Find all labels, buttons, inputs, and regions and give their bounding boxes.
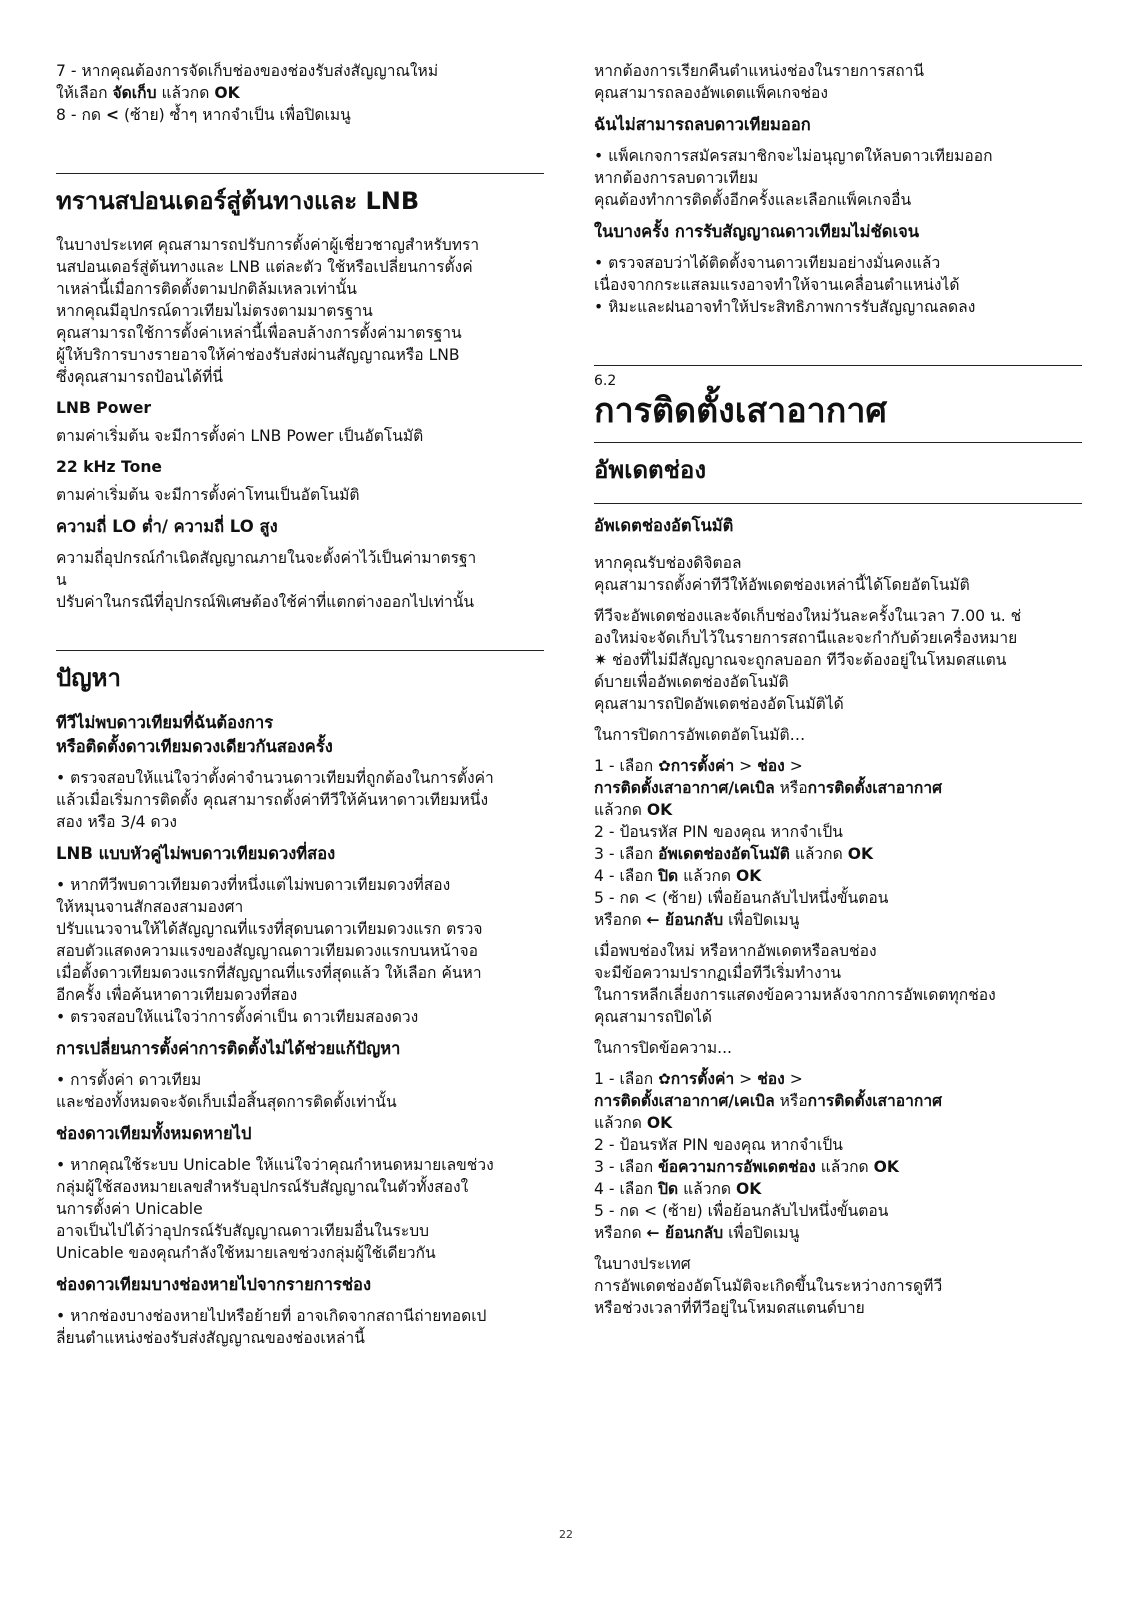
transponder-body: ในบางประเทศ คุณสามารถปรับการตั้งค่าผู้เชี่ยวชาญสำหรับทรา นสปอนเดอร์สู่ต้นทางและ LNB แต่ละตัว ใช้หรือเปลี่ยนการตั้งค่ าเหล่านี้เมื่อการติดตั้งตามปกติล้มเหลวเท่านั้น หากคุณมีอุปกรณ์ดาวเทียมไม่ตรงตามมาตรฐาน คุณสามารถใช้การตั้งค่าเหล่านี้เพื่อลบล้างการตั้งค่ามาตรฐาน ผู้ให้บริการบางรายอาจให้ค่าช่องรับส่งผ่านสัญญาณหรือ LNB ซึ่งคุณสามารถป้อนได้ที่นี่	[56, 236, 480, 386]
lo-title: ความถี่ LO ต่ำ/ ความถี่ LO สูง	[56, 517, 278, 536]
remove-satellite-title: ฉันไม่สามารถลบดาวเทียมออก	[594, 115, 811, 134]
problem-text: • การตั้งค่า ดาวเทียม และช่องทั้งหมดจะจัดเก็บเมื่อสิ้นสุดการติดตั้งเท่านั้น	[56, 1071, 397, 1111]
problem-title: การเปลี่ยนการตั้งค่าการติดตั้งไม่ได้ช่วยแก้ปัญหา	[56, 1039, 401, 1058]
back-arrow-icon: ←	[646, 1224, 660, 1242]
problem-text: • ตรวจสอบให้แน่ใจว่าตั้งค่าจำนวนดาวเทียมที่ถูกต้องในการตั้งค่า แล้วเมื่อเริ่มการติดตั้ง คุณสามารถตั้งค่าทีวีให้ค้นหาดาวเทียมหนึ่ง สอง หรือ 3/4 ดวง	[56, 769, 494, 831]
turn-off-message-label: ในการปิดข้อความ...	[594, 1039, 732, 1057]
problem-text: • หากคุณใช้ระบบ Unicable ให้แน่ใจว่าคุณกำหนดหมายเลขช่วง กลุ่มผู้ใช้สองหมายเลขสำหรับอุปกรณ์รับสัญญาณในตัวทั้งสองใ นการตั้งค่า Unicable อาจเป็นไปได้ว่าอุปกรณ์รับสัญญาณดาวเทียมอื่นในระบบ Unicable ของคุณกำลังใช้หมายเลขช่วงกลุ่มผู้ใช้เดียวกัน	[56, 1156, 494, 1262]
gear-icon: ✿	[658, 1070, 671, 1088]
steps-auto-update: 1 - เลือก ✿การตั้งค่า > ช่อง > การติดตั้งเสาอากาศ/เคเบิล หรือการติดตั้งเสาอากาศ แล้วกด OK 2 - ป้อนรหัส PIN ของคุณ หากจำเป็น 3 - เลือก อัพเดตช่องอัตโนมัติ แล้วกด OK 4 - เลือก ปิด แล้วกด OK 5 - กด < (ซ้าย) เพื่อย้อนกลับไปหนึ่งขั้นตอน หรือกด ← ย้อนกลับ เพื่อปิดเมนู	[594, 757, 943, 929]
poor-reception-title: ในบางครั้ง การรับสัญญาณดาวเทียมไม่ชัดเจน	[594, 222, 920, 241]
turn-off-auto-label: ในการปิดการอัพเดตอัตโนมัติ…	[594, 726, 806, 744]
remove-satellite-text: • แพ็คเกจการสมัครสมาชิกจะไม่อนุญาตให้ลบดาวเทียมออก หากต้องการลบดาวเทียม คุณต้องทำการติดตั้งอีกครั้งและเลือกแพ็คเกจอื่น	[594, 147, 993, 209]
lnb-power-title: LNB Power	[56, 399, 152, 417]
gear-icon: ✿	[658, 757, 671, 775]
lnb-power-text: ตามค่าเริ่มต้น จะมีการตั้งค่า LNB Power เป็นอัตโนมัติ	[56, 427, 424, 445]
problem-title: ช่องดาวเทียมบางช่องหายไปจากรายการช่อง	[56, 1275, 372, 1294]
new-channel-message-text: เมื่อพบช่องใหม่ หรือหากอัพเดตหรือลบช่อง จะมีข้อความปรากฏเมื่อทีวีเริ่มทำงาน ในการหลีกเลี่ยงการแสดงข้อความหลังจากการอัพเดตทุกช่อง คุณสามารถปิดได้	[594, 942, 996, 1026]
section-number: 6.2	[594, 373, 617, 389]
problem-title: ช่องดาวเทียมทั้งหมดหายไป	[56, 1124, 252, 1143]
auto-update-details: ทีวีจะอัพเดตช่องและจัดเก็บช่องใหม่วันละครั้งในเวลา 7.00 น. ช่ องใหม่จะจัดเก็บไว้ในรายการสถานีและจะกำกับด้วยเครื่องหมาย ✷ ช่องที่ไม่มีสัญญาณจะถูกลบออก ทีวีจะต้องอยู่ในโหมดสแตน ด์บายเพื่ออัพเดตช่องอัตโนมัติ คุณสามารถปิดอัพเดตช่องอัตโนมัติได้	[594, 607, 1022, 713]
section-divider	[594, 503, 1082, 504]
left-column	[56, 60, 544, 1358]
problems-heading: ปัญหา	[56, 664, 121, 692]
tone-title: 22 kHz Tone	[56, 458, 163, 476]
problem-text: • หากทีวีพบดาวเทียมดวงที่หนึ่งแต่ไม่พบดาวเทียมดวงที่สอง ให้หมุนจานสักสองสามองศา ปรับแนวจานให้ได้สัญญาณที่แรงที่สุดบนดาวเทียมดวงแรก ตรวจ สอบตัวแสดงความแรงของสัญญาณดาวเทียมดวงแรกบนหน้าจอ เมื่อตั้งดาวเทียมดวงแรกที่สัญญาณที่แรงที่สุดแล้ว ให้เลือก ค้นหา อีกครั้ง เพื่อค้นหาดาวเทียมดวงที่สอง • ตรวจสอบให้แน่ใจว่าการตั้งค่าเป็น ดาวเทียมสองดวง	[56, 876, 483, 1026]
lo-text: ความถี่อุปกรณ์กำเนิดสัญญาณภายในจะตั้งค่าไว้เป็นค่ามาตรฐา น ปรับค่าในกรณีที่อุปกรณ์พิเศษต้องใช้ค่าที่แตกต่างออกไปเท่านั้น	[56, 549, 477, 611]
tone-text: ตามค่าเริ่มต้น จะมีการตั้งค่าโทนเป็นอัตโนมัติ	[56, 486, 360, 504]
poor-reception-text: • ตรวจสอบว่าได้ติดตั้งจานดาวเทียมอย่างมั่นคงแล้ว เนื่องจากกระแสลมแรงอาจทำให้จานเคลื่อนตำแหน่งได้ • หิมะและฝนอาจทำให้ประสิทธิภาพการรับสัญญาณลดลง	[594, 254, 976, 316]
page-number: 22	[559, 1528, 573, 1541]
step-7: 7 - หากคุณต้องการจัดเก็บช่องของช่องรับส่งสัญญาณใหม่ ให้เลือก จัดเก็บ แล้วกด OK 8 - กด < (ซ้าย) ซ้ำๆ หากจำเป็น เพื่อปิดเมนู	[56, 62, 439, 124]
section-divider	[594, 365, 1082, 366]
back-arrow-icon: ←	[646, 911, 660, 929]
transponder-heading: ทรานสปอนเดอร์สู่ต้นทางและ LNB	[56, 187, 420, 215]
problem-text: • หากช่องบางช่องหายไปหรือย้ายที่ อาจเกิดจากสถานีถ่ายทอดเป ลี่ยนตำแหน่งช่องรับส่งสัญญาณของช่องเหล่านี้	[56, 1307, 487, 1347]
auto-update-intro: หากคุณรับช่องดิจิตอล คุณสามารถตั้งค่าทีวีให้อัพเดตช่องเหล่านี้ได้โดยอัตโนมัติ	[594, 554, 970, 594]
problem-title: ทีวีไม่พบดาวเทียมที่ฉันต้องการ หรือติดตั้งดาวเทียมดวงเดียวกันสองครั้ง	[56, 713, 333, 756]
section-divider	[56, 173, 544, 174]
country-note: ในบางประเทศ การอัพเดตช่องอัตโนมัติจะเกิดขึ้นในระหว่างการดูทีวี หรือช่วงเวลาที่ทีวีอยู่ในโหมดสแตนด์บาย	[594, 1255, 943, 1317]
continued-text: หากต้องการเรียกคืนตำแหน่งช่องในรายการสถานี คุณสามารถลองอัพเดตแพ็คเกจช่อง	[594, 62, 925, 102]
problem-title: LNB แบบหัวคู่ไม่พบดาวเทียมดวงที่สอง	[56, 844, 336, 863]
subsection-heading: อัพเดตช่อง	[594, 456, 707, 484]
section-title: การติดตั้งเสาอากาศ	[594, 391, 888, 431]
section-divider	[56, 650, 544, 651]
right-column	[594, 60, 1082, 1328]
section-divider	[594, 442, 1082, 443]
auto-update-title: อัพเดตช่องอัตโนมัติ	[594, 516, 734, 535]
steps-message: 1 - เลือก ✿การตั้งค่า > ช่อง > การติดตั้งเสาอากาศ/เคเบิล หรือการติดตั้งเสาอากาศ แล้วกด OK 2 - ป้อนรหัส PIN ของคุณ หากจำเป็น 3 - เลือก ข้อความการอัพเดตช่อง แล้วกด OK 4 - เลือก ปิด แล้วกด OK 5 - กด < (ซ้าย) เพื่อย้อนกลับไปหนึ่งขั้นตอน หรือกด ← ย้อนกลับ เพื่อปิดเมนู	[594, 1070, 943, 1242]
